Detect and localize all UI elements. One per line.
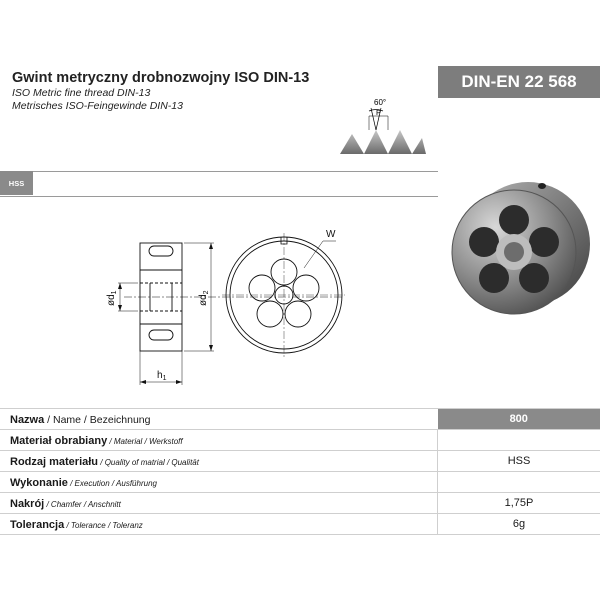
- row-value: 800: [438, 409, 600, 430]
- row-label: Wykonanie / Execution / Ausführung: [0, 472, 438, 493]
- set-screw-hole-icon: [538, 183, 546, 189]
- angle-label: 60°: [374, 98, 387, 107]
- thread-profile-diagram: [338, 96, 428, 158]
- h1-label: $h_1$: [157, 370, 167, 382]
- side-view-body: [140, 243, 182, 351]
- pitch-label: P: [376, 108, 382, 117]
- row-label: Tolerancja / Tolerance / Toleranz: [0, 514, 438, 535]
- material-band: [0, 171, 438, 197]
- product-photo: [444, 172, 594, 322]
- standard-badge: DIN-EN 22 568: [438, 66, 600, 98]
- row-value: 1,75P: [438, 493, 600, 514]
- row-value: HSS: [438, 451, 600, 472]
- table-row: [0, 514, 600, 535]
- d1-label: $ød_1$: [106, 290, 118, 306]
- page-title: Gwint metryczny drobnozwojny ISO DIN-13: [12, 70, 310, 86]
- material-tab: HSS: [0, 171, 33, 195]
- row-value: 6g: [438, 514, 600, 535]
- row-label: Nazwa / Name / Bezeichnung: [0, 409, 438, 430]
- table-row: [0, 493, 600, 514]
- table-row: [0, 430, 600, 451]
- row-value: [438, 430, 600, 451]
- table-row: [0, 472, 600, 493]
- row-label: Rodzaj materiału / Quality of matrial / Qualität: [0, 451, 438, 472]
- subtitle-english: ISO Metric fine thread DIN-13: [12, 87, 151, 99]
- spec-table: [0, 408, 600, 535]
- w-label: W: [326, 229, 336, 240]
- table-row: [0, 409, 600, 430]
- row-value: [438, 472, 600, 493]
- top-hole: [149, 246, 173, 256]
- row-label: Nakrój / Chamfer / Anschnitt: [0, 493, 438, 514]
- bottom-hole: [149, 330, 173, 340]
- subtitle-german: Metrisches ISO-Feingewinde DIN-13: [12, 100, 183, 112]
- row-label: Materiał obrabiany / Material / Werkstoff: [0, 430, 438, 451]
- table-row: [0, 451, 600, 472]
- technical-drawing: [95, 212, 345, 392]
- d2-label: $ød_2$: [198, 290, 210, 306]
- thread-teeth-icon: [340, 130, 426, 154]
